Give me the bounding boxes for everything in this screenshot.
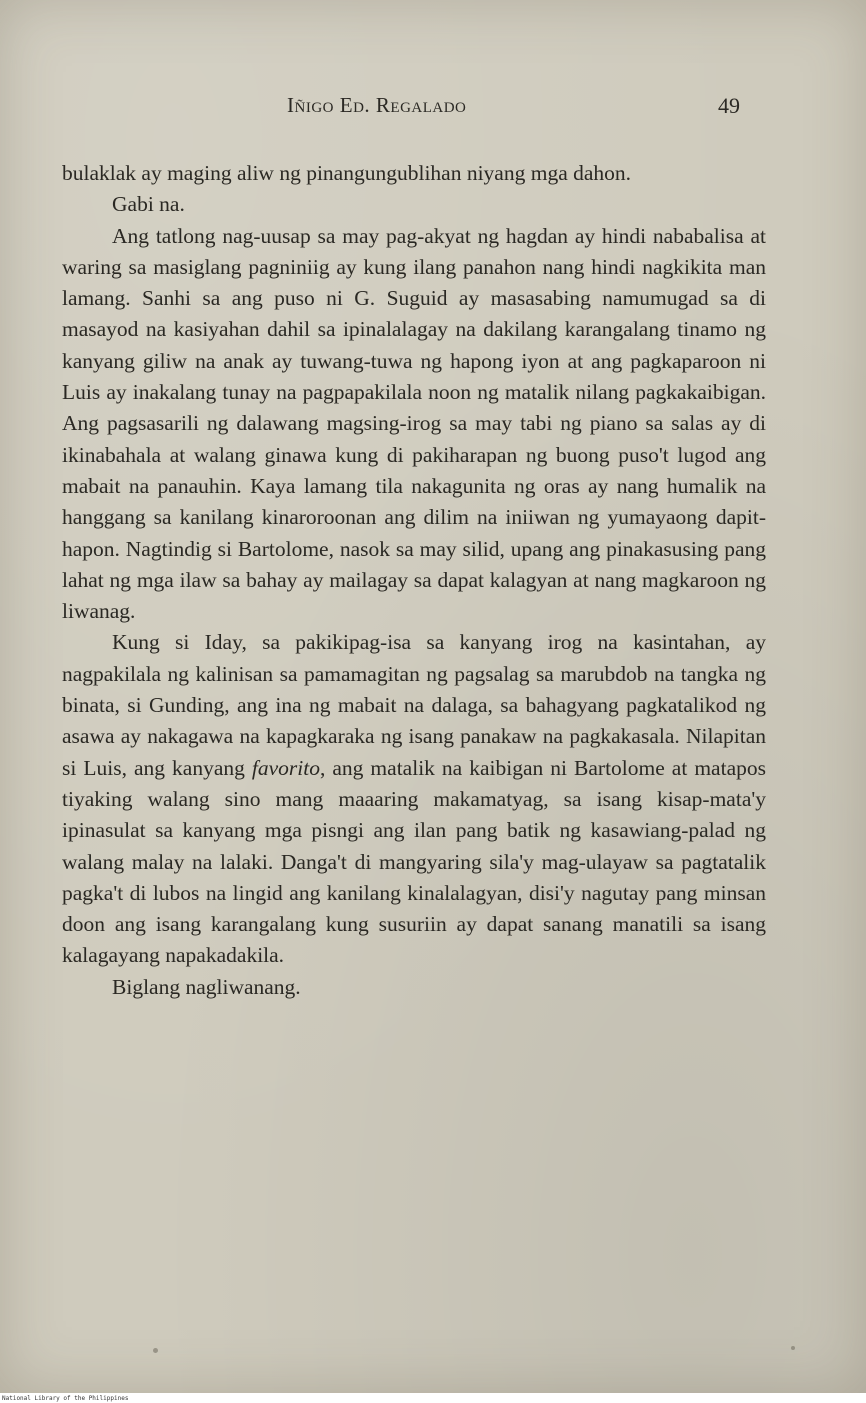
page-footer (0, 1394, 866, 1403)
paragraph-text: Kung si Iday, sa pakikipag-isa sa kanyang irog na kasintahan, ay nagpakilala ng kalinisan sa pamamagitan ng pagsalag sa marubdob na tangka ng binata, si Gunding, ang ina ng mabait na dalaga, sa bahagyang pagkatalikod ng asawa ay nakagawa na kapagkaraka ng isang panakaw na pagkakasala. Nilapitan si Luis, ang kanyang (62, 630, 766, 780)
page-number: 49 (718, 93, 740, 118)
paper-stain (791, 1346, 795, 1350)
paper-stain (153, 1348, 158, 1353)
paragraph-text: , ang matalik na kaibigan ni Bartolome at matapos tiyaking walang sino mang maaaring makamatyag, sa isang kisap-mata'y ipinasulat sa kanyang mga pisngi ang ilan pang batik ng kasawiang-palad ng walang malay na lalaki. Danga't di mangyaring sila'y mag-ulayaw sa pagtatalik pagka't di lubos na lingid ang kanilang kinalalagyan, disi'y nagutay pang minsan doon ang isang karangalang kung susuriin ay dapat sanang manatili sa isang kalagayang napakadakila. (62, 755, 766, 968)
library-credit: National Library of the Philippines (2, 1395, 129, 1402)
page-header (0, 93, 866, 123)
paragraph: Ang tatlong nag-uusap sa may pag-akyat ng hagdan ay hindi nababalisa at waring sa masiglang pagniniig ay kung ilang panahon nang hindi nagkikita man lamang. Sanhi sa ang puso ni G. Suguid ay masasabing namumugad sa di masayod na kasiyahan dahil sa ipinalalagay na dakilang karangalang tinamo ng kanyang giliw na anak ay tuwang-tuwa ng hapong iyon at ang pagkaparoon ni Luis ay inakalang tunay na pagpapakilala noon ng matalik nilang pagkakaibigan. Ang pagsasarili ng dalawang magsing-irog sa may tabi ng piano sa salas ay di ikinabahala at walang ginawa kung di pakiharapan ng buong puso't lugod ang mabait na panauhin. Kaya lamang tila nakagunita ng oras ay nang humalik na hanggang sa kanilang kinaroroonan ang dilim na iniiwan ng yumayaong dapit-hapon. Nagtindig si Bartolome, nasok sa may silid, upang ang pinakasusing pang lahat ng mga ilaw sa bahay ay mailagay sa dapat kalagyan at nang magkaroon ng liwanag. (62, 223, 766, 624)
paragraph: Gabi na. (112, 192, 185, 217)
paragraph: Biglang nagliwanang. (112, 974, 301, 999)
running-head: Iñigo Ed. Regalado (287, 93, 467, 117)
italic-word: favorito (251, 755, 320, 780)
page-body (62, 158, 766, 1003)
paragraph-continued: bulaklak ay maging aliw ng pinangungublihan niyang mga dahon. (62, 161, 632, 185)
paragraph (62, 627, 766, 971)
